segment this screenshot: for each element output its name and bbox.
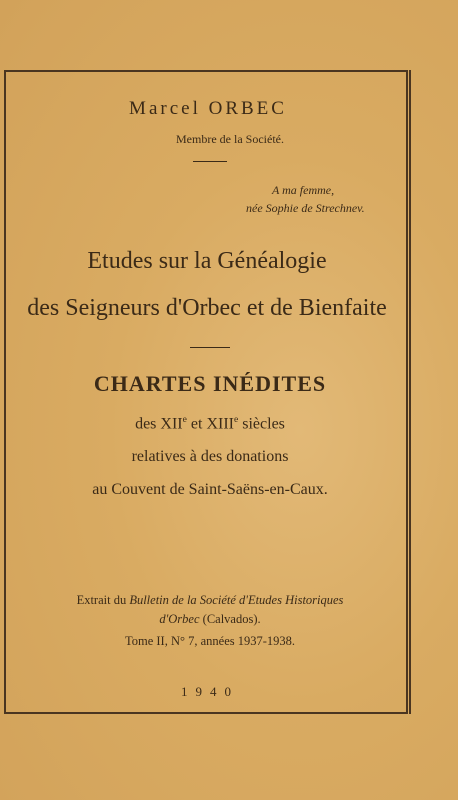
extract-line-2 bbox=[30, 612, 390, 627]
subtitle-donations: relatives à des donations bbox=[131, 448, 289, 465]
subtitle-centuries-prefix: des XII bbox=[135, 415, 183, 433]
superscript-e-1: e bbox=[182, 414, 187, 425]
divider-top bbox=[193, 161, 227, 162]
extract-place: d'Orbec bbox=[159, 612, 200, 626]
extract-journal: Bulletin de la Société d'Etudes Historiques bbox=[129, 593, 344, 607]
extract-volume: Tome II, N° 7, années 1937-1938. bbox=[124, 634, 296, 648]
title-line-2: des Seigneurs d'Orbec et de Bienfaite bbox=[27, 295, 387, 321]
dedication-line-1: A ma femme, bbox=[272, 183, 335, 197]
divider-middle bbox=[190, 347, 230, 348]
extract-region: (Calvados). bbox=[199, 612, 261, 626]
page-border-right bbox=[409, 70, 411, 714]
superscript-e-2: e bbox=[233, 414, 239, 425]
publication-year: 1940 bbox=[181, 684, 239, 699]
subtitle-centuries-suffix: siècles bbox=[238, 415, 285, 433]
subtitle-centuries-mid: et XIII bbox=[186, 415, 234, 433]
extract-line-1 bbox=[30, 593, 390, 608]
subtitle-heading: CHARTES INÉDITES bbox=[93, 371, 327, 396]
subtitle-centuries bbox=[30, 414, 390, 433]
author-affiliation: Membre de la Société. bbox=[176, 132, 284, 146]
subtitle-convent: au Couvent de Saint-Saëns-en-Caux. bbox=[92, 481, 328, 498]
author-name: Marcel ORBEC bbox=[129, 98, 287, 119]
title-line-1: Etudes sur la Généalogie bbox=[87, 248, 327, 274]
dedication-line-2: née Sophie de Strechnev. bbox=[246, 201, 365, 215]
extract-prefix: Extrait du bbox=[76, 593, 130, 607]
